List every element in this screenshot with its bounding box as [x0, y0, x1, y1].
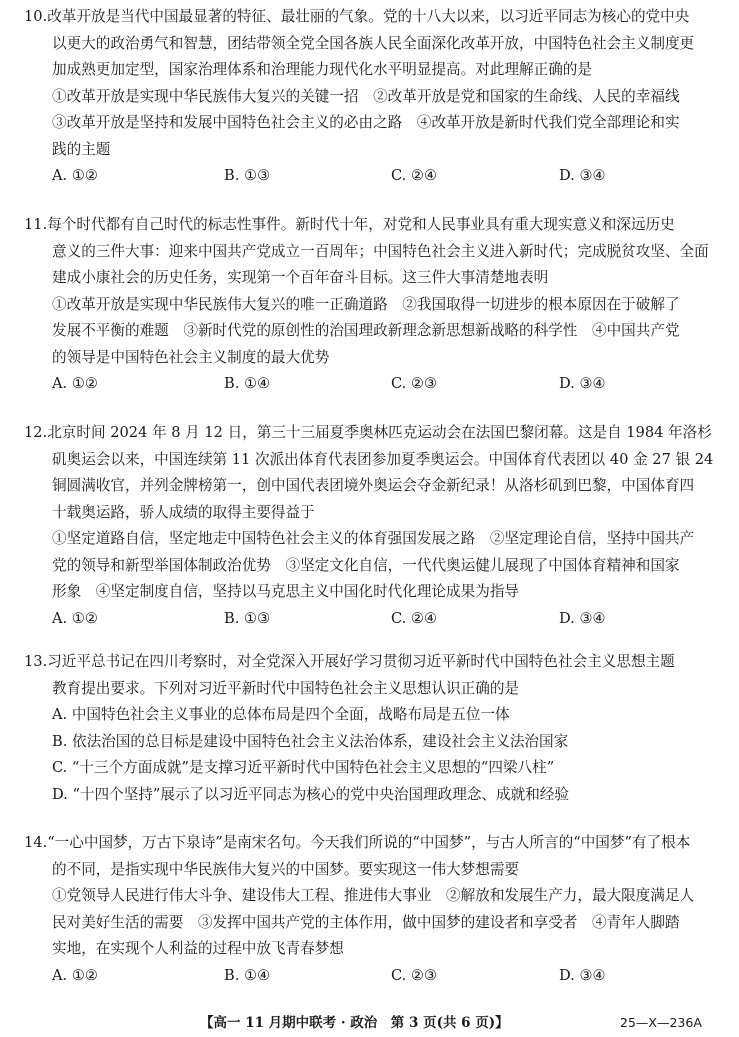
statement-line: 民对美好生活的需要 ③发挥中国共产党的主体作用，做中国梦的建设者和享受者 ④青年人脚踏 — [52, 913, 680, 931]
answer-options — [24, 371, 718, 398]
option-c: C. ②③ — [391, 966, 438, 984]
statement-line: ①改革开放是实现中华民族伟大复兴的关键一招 ②改革开放是党和国家的生命线、人民的幸福线 — [52, 87, 680, 105]
option-c: C. ②④ — [391, 167, 438, 184]
option-a: A. 中国特色社会主义事业的总体布局是四个全面，战略布局是五位一体 — [52, 706, 510, 723]
question-stem-line: 12.北京时间 2024 年 8 月 12 日，第三十三届夏季奥林匹克运动会在法国巴黎闭幕。这是自 1984 年洛杉 — [24, 424, 712, 441]
option-b: B. 依法治国的总目标是建设中国特色社会主义法治体系，建设社会主义法治国家 — [52, 732, 569, 750]
option-d: D. ③④ — [559, 609, 606, 627]
question-stem-line: 13.习近平总书记在四川考察时，对全党深入开展好学习贯彻习近平新时代中国特色社会主义思想主题 — [24, 653, 675, 670]
question-10 — [24, 4, 718, 190]
answer-options — [24, 963, 718, 990]
option-c: C. ②④ — [391, 609, 438, 627]
option-d: D. ③④ — [559, 966, 606, 984]
option-d: D. “十四个坚持”展示了以习近平同志为核心的党中央治国理政理念、成就和经验 — [52, 785, 569, 803]
question-14 — [24, 830, 718, 989]
statement-line: 发展不平衡的难题 ③新时代党的原创性的治国理政新理念新思想新战略的科学性 ④中国共产党 — [52, 322, 680, 339]
question-stem-line: 教育提出要求。下列对习近平新时代中国特色社会主义思想认识正确的是 — [52, 679, 520, 697]
option-a: A. ①② — [52, 966, 98, 984]
statement-line: ①坚定道路自信，坚定地走中国特色社会主义的体育强国发展之路 ②坚定理论自信，坚持中国共产 — [52, 530, 695, 547]
question-11 — [24, 212, 718, 398]
option-c: C. ②③ — [391, 375, 438, 392]
question-stem-line: 11.每个时代都有自己时代的标志性事件。新时代十年，对党和人民事业具有重大现实意义和深远历史 — [24, 216, 675, 233]
statement-line: 的领导是中国特色社会主义制度的最大优势 — [52, 348, 330, 366]
question-stem-line: 以更大的政治勇气和智慧，团结带领全党全国各族人民全面深化改革开放，中国特色社会主义制度更 — [52, 34, 695, 52]
statement-line: ①改革开放是实现中华民族伟大复兴的唯一正确道路 ②我国取得一切进步的根本原因在于破解了 — [52, 295, 680, 313]
answer-options — [24, 163, 718, 190]
question-stem-line: 建成小康社会的历史任务，实现第一个百年奋斗目标。这三件大事清楚地表明 — [52, 269, 549, 286]
statement-line: ③改革开放是坚持和发展中国特色社会主义的必由之路 ④改革开放是新时代我们党全部理论和实 — [52, 114, 680, 131]
statement-line: ①党领导人民进行伟大斗争、建设伟大工程、推进伟大事业 ②解放和发展生产力，最大限度满足人 — [52, 887, 695, 904]
option-d: D. ③④ — [559, 375, 606, 392]
page-footer — [0, 1010, 739, 1036]
question-stem-line: 铜圆满收官，并列金牌榜第一，创中国代表团境外奥运会夺金新纪录！从洛杉矶到巴黎，中国体育四 — [52, 477, 695, 494]
option-b: B. ①③ — [224, 609, 271, 627]
question-stem-line: 的不同，是指实现中华民族伟大复兴的中国梦。要实现这一伟大梦想需要 — [52, 860, 520, 878]
option-b: B. ①③ — [224, 167, 271, 184]
statement-line: 党的领导和新型举国体制政治优势 ③坚定文化自信，一代代奥运健儿展现了中国体育精神和国家 — [52, 556, 680, 574]
statement-line: 实地，在实现个人利益的过程中放飞青春梦想 — [52, 940, 344, 957]
question-stem-line: 加成熟更加定型，国家治理体系和治理能力现代化水平明显提高。对此理解正确的是 — [52, 61, 592, 78]
footer-paper-code: 25—X—236A — [620, 1015, 702, 1030]
option-a: A. ①② — [52, 167, 98, 184]
option-a: A. ①② — [52, 375, 98, 392]
question-stem-line: 意义的三件大事：迎来中国共产党成立一百周年；中国特色社会主义进入新时代；完成脱贫攻坚、全面 — [52, 242, 709, 260]
question-12 — [24, 420, 718, 632]
option-b: B. ①④ — [224, 966, 271, 984]
question-stem-line: 14.“一心中国梦，万古下泉诗”是南宋名句。今天我们所说的“中国梦”，与古人所言的“中国梦”有了根本 — [24, 834, 691, 851]
question-stem-line: 十载奥运路，骄人成绩的取得主要得益于 — [52, 503, 315, 521]
option-a: A. ①② — [52, 609, 98, 627]
question-13 — [24, 649, 718, 808]
question-stem-line: 10.改革开放是当代中国最显著的特征、最壮丽的气象。党的十八大以来，以习近平同志为核心的党中央 — [24, 8, 690, 25]
option-c: C. “十三个方面成就”是支撑习近平新时代中国特色社会主义思想的“四梁八柱” — [52, 759, 555, 776]
option-b: B. ①④ — [224, 375, 271, 392]
question-stem-line: 矶奥运会以来，中国连续第 11 次派出体育代表团参加夏季奥运会。中国体育代表团以 40 金 27 银 24 — [52, 450, 714, 468]
footer-exam-info: 【高一 11 月期中联考 · 政治 第 3 页(共 6 页)】 — [200, 1015, 509, 1031]
statement-line: 践的主题 — [52, 140, 111, 158]
answer-options — [24, 606, 718, 633]
option-d: D. ③④ — [559, 167, 606, 184]
statement-line: 形象 ④坚定制度自信，坚持以马克思主义中国化时代化理论成果为指导 — [52, 583, 520, 600]
